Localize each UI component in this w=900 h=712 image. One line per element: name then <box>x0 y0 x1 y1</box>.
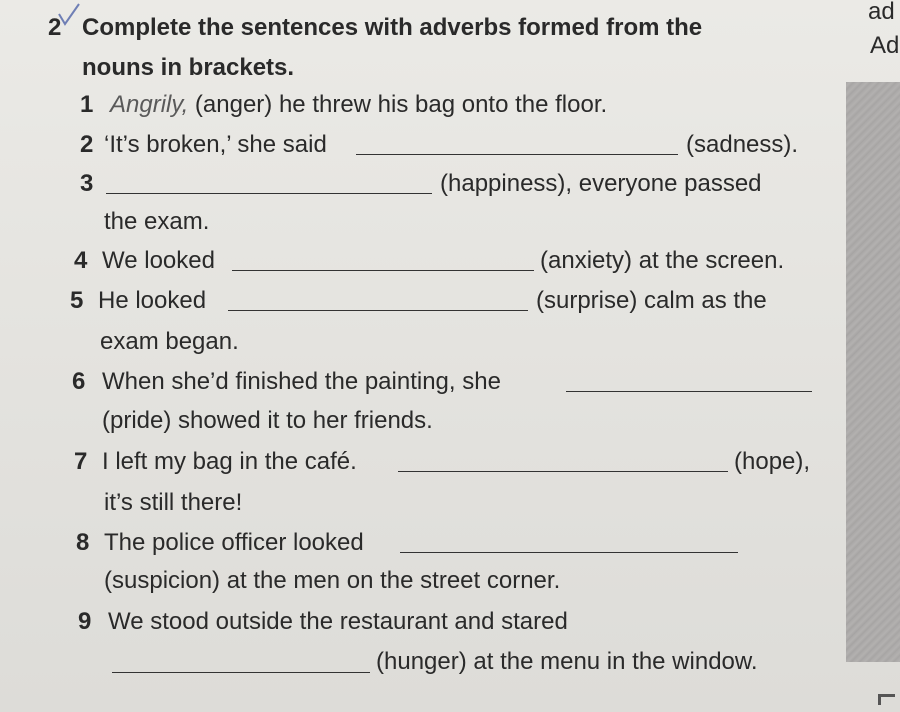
sentence-text: (anger) he threw his bag onto the floor. <box>188 91 608 118</box>
handwritten-answer: Angrily, <box>110 91 189 118</box>
sentence-6-cont: (pride) showed it to her friends. <box>102 407 433 434</box>
sentence-text: ‘It’s broken,’ she said <box>104 131 327 158</box>
sentence-number: 5 <box>70 287 84 314</box>
answer-blank-8[interactable] <box>400 530 738 553</box>
side-text-top: ad <box>868 0 895 25</box>
sentence-5 <box>70 286 206 316</box>
answer-blank-7[interactable] <box>398 449 728 472</box>
sentence-7 <box>74 447 357 477</box>
sentence-number: 9 <box>78 608 92 635</box>
answer-blank-4[interactable] <box>232 248 534 271</box>
sentence-number: 1 <box>80 91 94 118</box>
exercise-instruction <box>82 8 782 88</box>
side-text-below: Ad <box>870 32 900 59</box>
sentence-number: 4 <box>74 247 88 274</box>
instruction-line-2: nouns in brackets. <box>82 54 295 81</box>
instruction-line-1: Complete the sentences with adverbs formed from the <box>82 14 703 41</box>
sentence-8-cont: (suspicion) at the men on the street corner. <box>104 567 561 594</box>
sentence-3-cont: the exam. <box>104 208 210 235</box>
sentence-5-end: (surprise) calm as the <box>536 287 767 314</box>
corner-bracket <box>878 694 895 705</box>
sentence-text: When she’d finished the painting, she <box>102 368 501 395</box>
answer-blank-6[interactable] <box>566 369 812 392</box>
answer-blank-3[interactable] <box>106 171 432 194</box>
side-panel <box>846 82 900 662</box>
sentence-4-end: (anxiety) at the screen. <box>540 247 785 274</box>
sentence-7-end: (hope), <box>734 448 811 475</box>
sentence-number: 7 <box>74 448 88 475</box>
sentence-text: We stood outside the restaurant and stared <box>108 608 568 635</box>
sentence-number: 3 <box>80 170 94 197</box>
sentence-6 <box>72 367 501 397</box>
sentence-text: The police officer looked <box>104 529 364 556</box>
answer-blank-2[interactable] <box>356 132 678 155</box>
sentence-2 <box>80 130 327 160</box>
answer-blank-9[interactable] <box>112 650 370 673</box>
sentence-8 <box>76 528 364 558</box>
sentence-number: 6 <box>72 368 86 395</box>
sentence-text: I left my bag in the café. <box>102 448 357 475</box>
sentence-2-end: (sadness). <box>686 131 799 158</box>
sentence-text: He looked <box>98 287 207 314</box>
sentence-3 <box>80 169 93 199</box>
sentence-text: We looked <box>102 247 215 274</box>
sentence-5-cont: exam began. <box>100 328 239 355</box>
exercise-number: 2 <box>48 14 62 41</box>
sentence-number: 2 <box>80 131 94 158</box>
sentence-number: 8 <box>76 529 90 556</box>
sentence-1 <box>80 90 607 120</box>
sentence-3-end: (happiness), everyone passed <box>440 170 762 197</box>
sentence-9-end: (hunger) at the menu in the window. <box>376 648 758 675</box>
sentence-7-cont: it’s still there! <box>104 489 243 516</box>
sentence-9 <box>78 607 568 637</box>
sentence-4 <box>74 246 215 276</box>
answer-blank-5[interactable] <box>228 288 528 311</box>
